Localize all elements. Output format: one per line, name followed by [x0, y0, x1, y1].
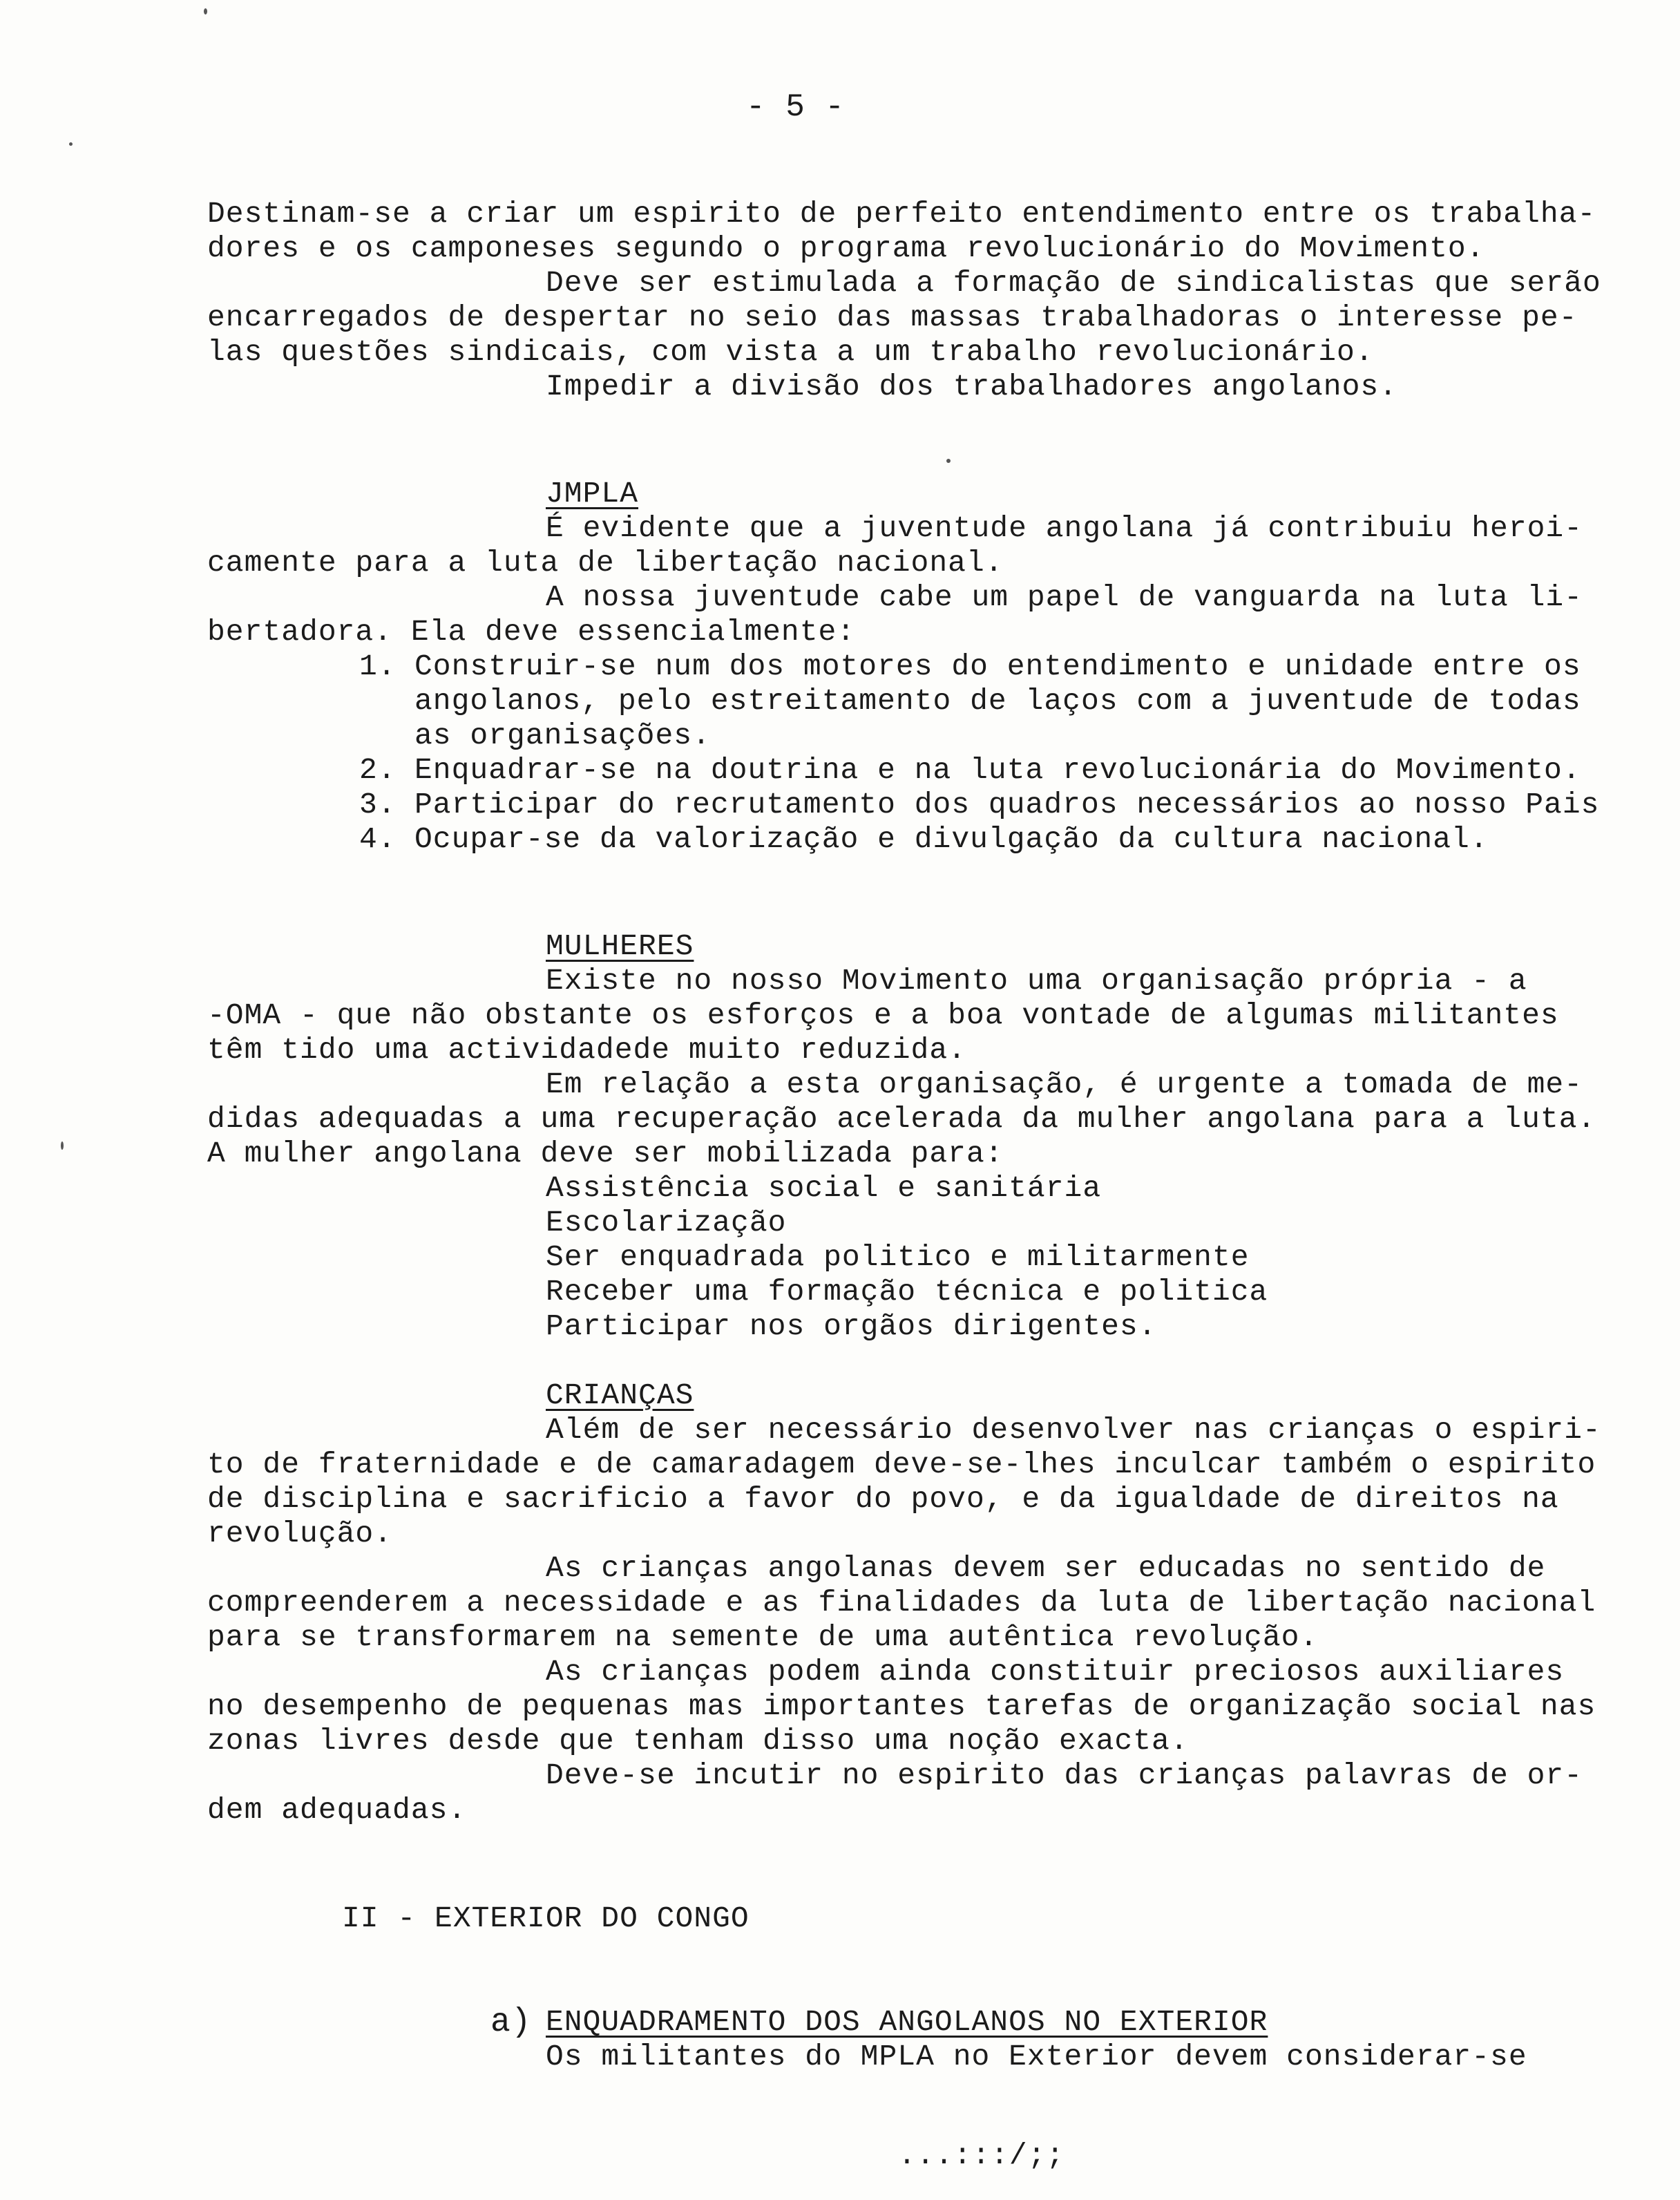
paragraph-line: As crianças angolanas devem ser educadas no sentido de: [546, 1551, 1546, 1585]
paragraph-line: Existe no nosso Movimento uma organisação própria - a: [546, 964, 1527, 998]
paragraph-line: Deve-se incutir no espirito das crianças palavras de or-: [546, 1758, 1583, 1792]
paragraph-line: Em relação a esta organisação, é urgente a tomada de me-: [546, 1068, 1583, 1101]
subsection-label: a): [490, 2004, 532, 2041]
list-item: angolanos, pelo estreitamento de laços com a juventude de todas: [414, 684, 1581, 718]
paragraph-line: dores e os camponeses segundo o programa revolucionário do Movimento.: [207, 231, 1485, 265]
paragraph-line: didas adequadas a uma recuperação acelerada da mulher angolana para a luta.: [207, 1102, 1596, 1136]
paragraph-line: É evidente que a juventude angolana já contribuiu heroi-: [546, 511, 1583, 545]
scan-speck: [204, 8, 207, 15]
section-heading-jmpla: JMPLA: [546, 477, 639, 511]
paragraph-line: Os militantes do MPLA no Exterior devem considerar-se: [546, 2040, 1527, 2074]
paragraph-line: dem adequadas.: [207, 1793, 467, 1827]
continuation-marker: ...:::/;;: [898, 2139, 1065, 2172]
paragraph-line: encarregados de despertar no seio das massas trabalhadoras o interesse pe-: [207, 301, 1578, 334]
list-item-number: 2.: [359, 753, 397, 787]
paragraph-line: de disciplina e sacrificio a favor do povo, e da igualdade de direitos na: [207, 1482, 1559, 1516]
paragraph-line: no desempenho de pequenas mas importantes tarefas de organização social nas: [207, 1689, 1596, 1723]
paragraph-line: -OMA - que não obstante os esforços e a boa vontade de algumas militantes: [207, 998, 1559, 1032]
list-item: Participar nos orgãos dirigentes.: [546, 1309, 1157, 1343]
paragraph-line: A mulher angolana deve ser mobilizada para:: [207, 1137, 1004, 1170]
list-item: Participar do recrutamento dos quadros necessários ao nosso Pais: [414, 788, 1600, 822]
paragraph-line: to de fraternidade e de camaradagem deve-se-lhes inculcar também o espirito: [207, 1448, 1596, 1481]
subsection-heading: ENQUADRAMENTO DOS ANGOLANOS NO EXTERIOR: [546, 2005, 1268, 2039]
paragraph-line: camente para a luta de libertação nacional.: [207, 546, 1004, 580]
section-heading-criancas: CRIANÇAS: [546, 1378, 694, 1412]
paragraph-line: zonas livres desde que tenham disso uma noção exacta.: [207, 1724, 1189, 1758]
paragraph-line: bertadora. Ela deve essencialmente:: [207, 615, 856, 649]
list-item: Ocupar-se da valorização e divulgação da cultura nacional.: [414, 822, 1489, 856]
scan-speck: [946, 459, 951, 463]
paragraph-line: las questões sindicais, com vista a um trabalho revolucionário.: [207, 335, 1374, 369]
list-item: Assistência social e sanitária: [546, 1171, 1102, 1205]
paragraph-line: A nossa juventude cabe um papel de vanguarda na luta li-: [546, 580, 1583, 614]
list-item: Enquadrar-se na doutrina e na luta revolucionária do Movimento.: [414, 753, 1581, 787]
paragraph-line: Destinam-se a criar um espirito de perfeito entendimento entre os trabalha-: [207, 197, 1596, 231]
list-item-number: 3.: [359, 788, 397, 822]
list-item-number: 1.: [359, 649, 397, 683]
section-title-exterior: II - EXTERIOR DO CONGO: [342, 1902, 750, 1935]
paragraph-line: compreenderem a necessidade e as finalidades da luta de libertação nacional: [207, 1586, 1596, 1620]
paragraph-line: Deve ser estimulada a formação de sindicalistas que serão: [546, 266, 1601, 300]
list-item: Receber uma formação técnica e politica: [546, 1275, 1268, 1309]
paragraph-line: para se transformarem na semente de uma autêntica revolução.: [207, 1620, 1319, 1654]
paragraph-line: revolução.: [207, 1517, 393, 1551]
paragraph-line: Além de ser necessário desenvolver nas crianças o espiri-: [546, 1413, 1601, 1447]
paragraph-line: Impedir a divisão dos trabalhadores angolanos.: [546, 370, 1397, 404]
paragraph-line: têm tido uma actividadede muito reduzida.: [207, 1033, 966, 1067]
scan-speck: [69, 142, 73, 146]
list-item: as organisações.: [414, 719, 711, 752]
page-number: - 5 -: [746, 89, 846, 125]
paragraph-line: As crianças podem ainda constituir preciosos auxiliares: [546, 1655, 1565, 1689]
section-heading-mulheres: MULHERES: [546, 929, 694, 963]
list-item: Construir-se num dos motores do entendimento e unidade entre os: [414, 649, 1581, 683]
scan-speck: [61, 1141, 64, 1150]
list-item: Ser enquadrada politico e militarmente: [546, 1240, 1250, 1274]
list-item: Escolarização: [546, 1206, 787, 1240]
list-item-number: 4.: [359, 822, 397, 856]
